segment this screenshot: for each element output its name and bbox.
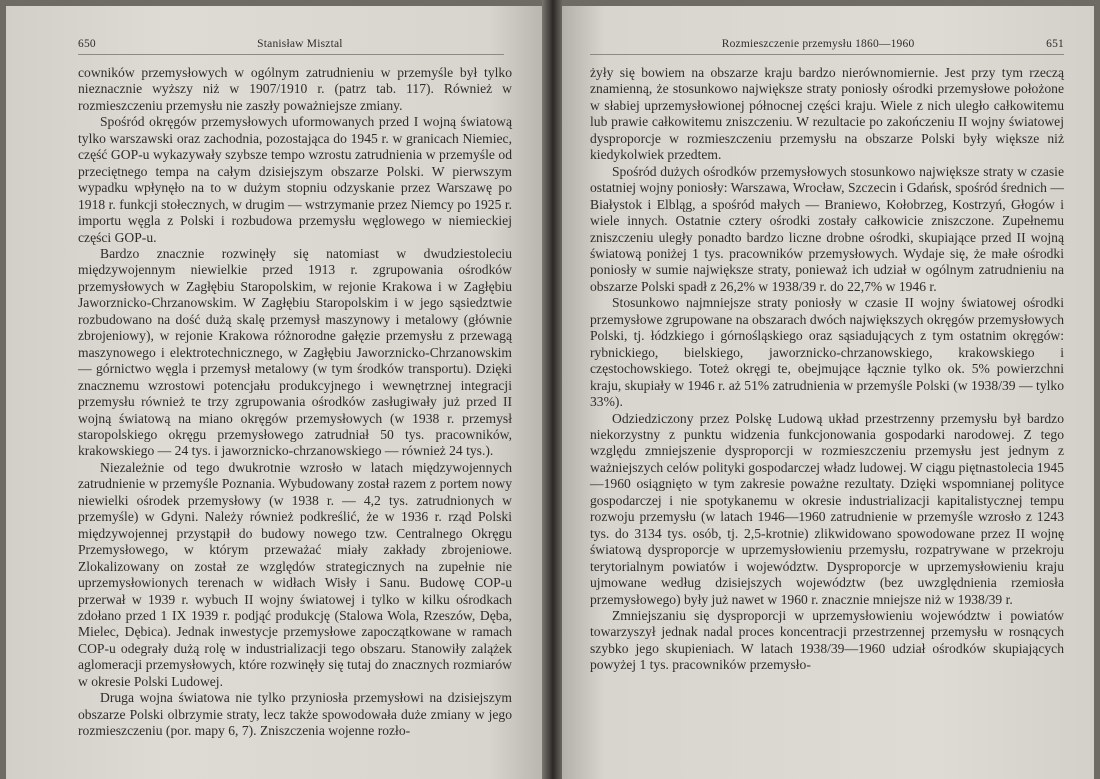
paragraph: Stosunkowo najmniejsze straty poniosły w czasie II wojny światowej ośrodki przemysłowe zgrupowane na obszarach dwóch największych okręgów przemysłowych Polski, tj. łódzkiego i górnośląskiego oraz sąsiadujących z tym ostatnim okręgów: rybnickiego, bielskiego, jaworznicko-chrzanowskiego, krakowskiego i częstochowskiego. Toteż okręgi te, obejmujące łącznie tylko ok. 5% powierzchni kraju, skupiały w 1946 r. aż 51% zatrudnienia w przemyśle Polski (w 1938/39 — tylko 33%). [590,295,1064,410]
paragraph: Niezależnie od tego dwukrotnie wzrosło w latach międzywojennych zatrudnienie w przemyśle Poznania. Wybudowany został razem z portem nowy niewielki ośrodek przemysłowy (w 1938 r. — 4,2 tys. zatrudnionych w przemyśle) w Gdyni. Należy również podkreślić, że w 1936 r. rząd Polski międzywojennej przystąpił do budowy nowego tzw. Centralnego Okręgu Przemysłowego, w którym przeważać miały zakłady zbrojeniowe. Zlokalizowany on został ze względów strategicznych na zupełnie nie uprzemysłowionych terenach w widłach Wisły i Sanu. Budowę COP-u przerwał w 1939 r. wybuch II wojny światowej i tylko w kilku ośrodkach zdołano przed 1 IX 1939 r. podjąć produkcję (Stalowa Wola, Rzeszów, Dęba, Mielec, Dębica). Jednak inwestycje przemysłowe zapoczątkowane w ramach COP-u odegrały dużą rolę w industrializacji tego obszaru. Stanowiły zalążek aglomeracji przemysłowych, które rozwinęły się tutaj do znacznych rozmiarów w okresie Polski Ludowej. [78,459,512,689]
paragraph: Odziedziczony przez Polskę Ludową układ przestrzenny przemysłu był bardzo niekorzystny z punktu widzenia funkcjonowania gospodarki narodowej. Z tego względu zmniejszenie dysproporcji w rozmieszczeniu przemysłu jest jednym z ważniejszych celów polityki gospodarczej władz ludowej. W ciągu piętnastolecia 1945—1960 osiągnięto w tym zakresie poważne rezultaty. Dzięki wspomnianej polityce gospodarczej i nie spotykanemu w okresie industrializacji kapitalistycznej tempu rozwoju przemysłu (w latach 1946—1960 zatrudnienie w przemyśle wzrosło z 1243 tys. do 3134 tys. osób, tj. 2,5-krotnie) zlikwidowano spowodowane przez II wojnę światową dysproporcje w uprzemysłowieniu przemysłu, rozpatrywane w przekroju terytorialnym powiatów i województw. Dysproporcje w uprzemysłowieniu kraju ujmowane według dzisiejszych województw (bez uwzględnienia rzemiosła przemysłowego) były już nawet w 1960 r. znacznie mniejsze niż w 1938/39 r. [590,410,1064,607]
right-body-text [590,65,1064,674]
left-page-number: 650 [78,38,96,50]
left-running-title: Stanisław Misztal [257,38,343,50]
left-page [6,6,542,779]
paragraph: Spośród okręgów przemysłowych uformowanych przed I wojną światową tylko warszawski oraz zachodnia, pozostająca do 1945 r. w granicach Niemiec, część GOP-u wykazywały szybsze tempo wzrostu zatrudnienia w przemyśle od przeciętnego tempa na całym dzisiejszym obszarze Polski. W pierwszym wypadku wpłynęło na to w dużym stopniu odzyskanie przez Warszawę po 1918 r. funkcji stołecznych, w drugim — wstrzymanie przez Niemcy po 1925 r. importu węgla z Polski i rozbudowa przemysłu węglowego w niemieckiej części GOP-u. [78,114,512,245]
right-page-number: 651 [1046,38,1064,50]
right-running-title: Rozmieszczenie przemysłu 1860—1960 [721,38,915,50]
paragraph: Spośród dużych ośrodków przemysłowych stosunkowo największe straty w czasie ostatniej wojny poniosły: Warszawa, Wrocław, Szczecin i Gdańsk, spośród średnich — Białystok i Elbląg, a spośród małych — Braniewo, Kołobrzeg, Kostrzyń, Głogów i wiele innych. Ostatnie cztery ośrodki zostały całkowicie zniszczone. Zupełnemu zniszczeniu uległy ponadto bardzo liczne drobne ośrodki, skupiające przed II wojną światową poniżej 1 tys. pracowników przemysłowych. Wydaje się, że małe ośrodki poniosły w sumie największe straty, ponieważ ich udział w ogólnym zatrudnieniu na obszarze Polski spadł z 26,2% w 1938/39 r. do 22,7% w 1946 r. [590,163,1064,294]
paragraph: cowników przemysłowych w ogólnym zatrudnieniu w przemyśle był tylko nieznacznie wyższy niż w 1907/1910 r. (patrz tab. 117). Również w rozmieszczeniu przemysłu nie zaszły poważniejsze zmiany. [78,65,512,113]
left-running-head [78,38,504,55]
paragraph: Zmniejszaniu się dysproporcji w uprzemysłowieniu województw i powiatów towarzyszył jednak nadal proces koncentracji przestrzennej przemysłu w rosnących szybko jego skupieniach. W latach 1938/39—1960 udział ośrodków skupiających powyżej 1 tys. pracowników przemysło- [590,607,1064,673]
paragraph: żyły się bowiem na obszarze kraju bardzo nierównomiernie. Jest przy tym rzeczą znamienną, że stosunkowo największe straty poniosły ośrodki przemysłowe położone w słabiej uprzemysłowionej północnej części kraju. Wiele z nich uległo całkowitemu lub prawie całkowitemu zniszczeniu. W rezultacie po zakończeniu II wojny światowej dysproporcje w rozmieszczeniu przemysłu na obszarze Polski były większe niż kiedykolwiek przedtem. [590,65,1064,163]
right-page [562,6,1094,779]
paragraph: Druga wojna światowa nie tylko przyniosła przemysłowi na dzisiejszym obszarze Polski olbrzymie straty, lecz także spowodowała duże zmiany w jego rozmieszczeniu (por. mapy 6, 7). Zniszczenia wojenne rozło- [78,690,512,739]
book-gutter [542,0,562,779]
paragraph: Bardzo znacznie rozwinęły się natomiast w dwudziestoleciu międzywojennym niewielkie przed 1913 r. zgrupowania ośrodków przemysłowych w Zagłębiu Staropolskim, w rejonie Krakowa i w Zagłębiu Jaworznicko-Chrzanowskim. W Zagłębiu Staropolskim i w jego sąsiedztwie rozbudowano na dość dużą skalę przemysł maszynowy i metalowy (głównie zbrojeniowy), w rejonie Krakowa różnorodne gałęzie przemysłu z przewagą maszynowego i elektrotechnicznego, w Zagłębiu Jaworznicko-Chrzanowskim — górnictwo węgla i przemysł metalowy (w tym środków transportu). Dzięki znacznemu wzrostowi potencjału produkcyjnego i wewnętrznej integracji przemysłu również te trzy zgrupowania ośrodków zasługiwały już przed II wojną światową na miano okręgów przemysłowych (w 1938 r. przemysł staropolskiego okręgu przemysłowego zatrudniał 50 tys. pracowników, krakowskiego — 24 tys. i jaworznicko-chrzanowskiego — również 24 tys.). [78,245,512,459]
right-running-head [590,38,1064,55]
left-body-text [78,65,512,740]
